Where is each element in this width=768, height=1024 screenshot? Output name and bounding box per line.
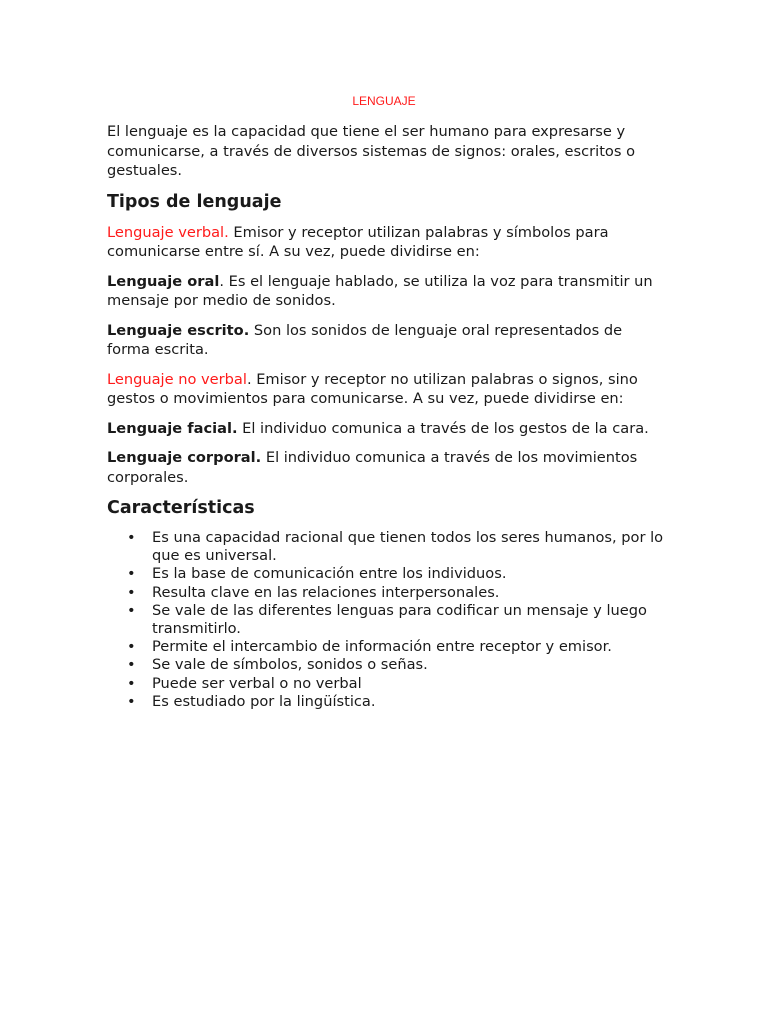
intro-paragraph: El lenguaje es la capacidad que tiene el ser humano para expresarse y comunicarse, a través de diversos sistemas de signos: orales, escritos o gestuales. xyxy=(107,123,636,179)
term-oral: Lenguaje oral xyxy=(107,272,220,290)
bullet-icon: • xyxy=(127,638,136,656)
characteristics-list xyxy=(107,529,667,711)
paragraph-corporal xyxy=(107,448,667,487)
section-heading-tipos: Tipos de lenguaje xyxy=(107,191,282,212)
bullet-icon: • xyxy=(127,583,136,601)
bullet-icon: • xyxy=(127,565,136,583)
section-heading-caracteristicas: Características xyxy=(107,498,255,518)
term-no-verbal: Lenguaje no verbal xyxy=(107,370,247,388)
bullet-icon: • xyxy=(127,529,136,546)
list-item xyxy=(107,602,667,638)
list-item-text: Es estudiado por la lingüística. xyxy=(152,692,376,710)
list-item-text: Permite el intercambio de información entre receptor y emisor. xyxy=(152,638,612,656)
list-item xyxy=(107,529,667,565)
document-title: LENGUAJE xyxy=(352,94,416,108)
paragraph-oral xyxy=(107,272,667,311)
list-item xyxy=(107,693,667,711)
list-item xyxy=(107,584,667,602)
list-item-text: Puede ser verbal o no verbal xyxy=(152,674,362,692)
paragraph-verbal xyxy=(107,223,667,262)
bullet-icon: • xyxy=(127,692,136,710)
list-item xyxy=(107,656,667,674)
bullet-icon: • xyxy=(127,674,136,692)
bullet-icon: • xyxy=(127,656,136,674)
text-no-verbal: . Emisor y receptor no utilizan palabras o signos, sino gestos o movimientos para comunicarse. A su vez, puede dividirse en: xyxy=(107,370,638,407)
bullet-icon: • xyxy=(127,601,136,619)
paragraph-no-verbal xyxy=(107,370,667,409)
list-item-text: Se vale de símbolos, sonidos o señas. xyxy=(152,656,428,674)
text-facial: El individuo comunica a través de los gestos de la cara. xyxy=(237,419,649,437)
term-escrito: Lenguaje escrito. xyxy=(107,321,250,339)
list-item-text: Se vale de las diferentes lenguas para codificar un mensaje y luego transmitirlo. xyxy=(152,601,647,638)
paragraph-escrito xyxy=(107,321,667,360)
term-verbal: Lenguaje verbal. xyxy=(107,223,229,241)
paragraph-facial xyxy=(107,419,667,439)
text-oral: . Es el lenguaje hablado, se utiliza la voz para transmitir un mensaje por medio de sonidos. xyxy=(107,272,653,309)
list-item xyxy=(107,675,667,693)
list-item-text: Es una capacidad racional que tienen todos los seres humanos, por lo que es universal. xyxy=(152,529,664,565)
text-escrito: Son los sonidos de lenguaje oral representados de forma escrita. xyxy=(107,321,623,358)
term-corporal: Lenguaje corporal. xyxy=(107,449,262,466)
list-item-text: Resulta clave en las relaciones interpersonales. xyxy=(152,583,500,601)
document-body xyxy=(107,122,667,711)
list-item xyxy=(107,565,667,583)
term-facial: Lenguaje facial. xyxy=(107,419,238,437)
text-verbal: Emisor y receptor utilizan palabras y símbolos para comunicarse entre sí. A su vez, puede dividirse en: xyxy=(107,223,609,260)
list-item xyxy=(107,638,667,656)
list-item-text: Es la base de comunicación entre los individuos. xyxy=(152,565,507,583)
text-corporal: El individuo comunica a través de los movimientos corporales. xyxy=(107,449,638,486)
